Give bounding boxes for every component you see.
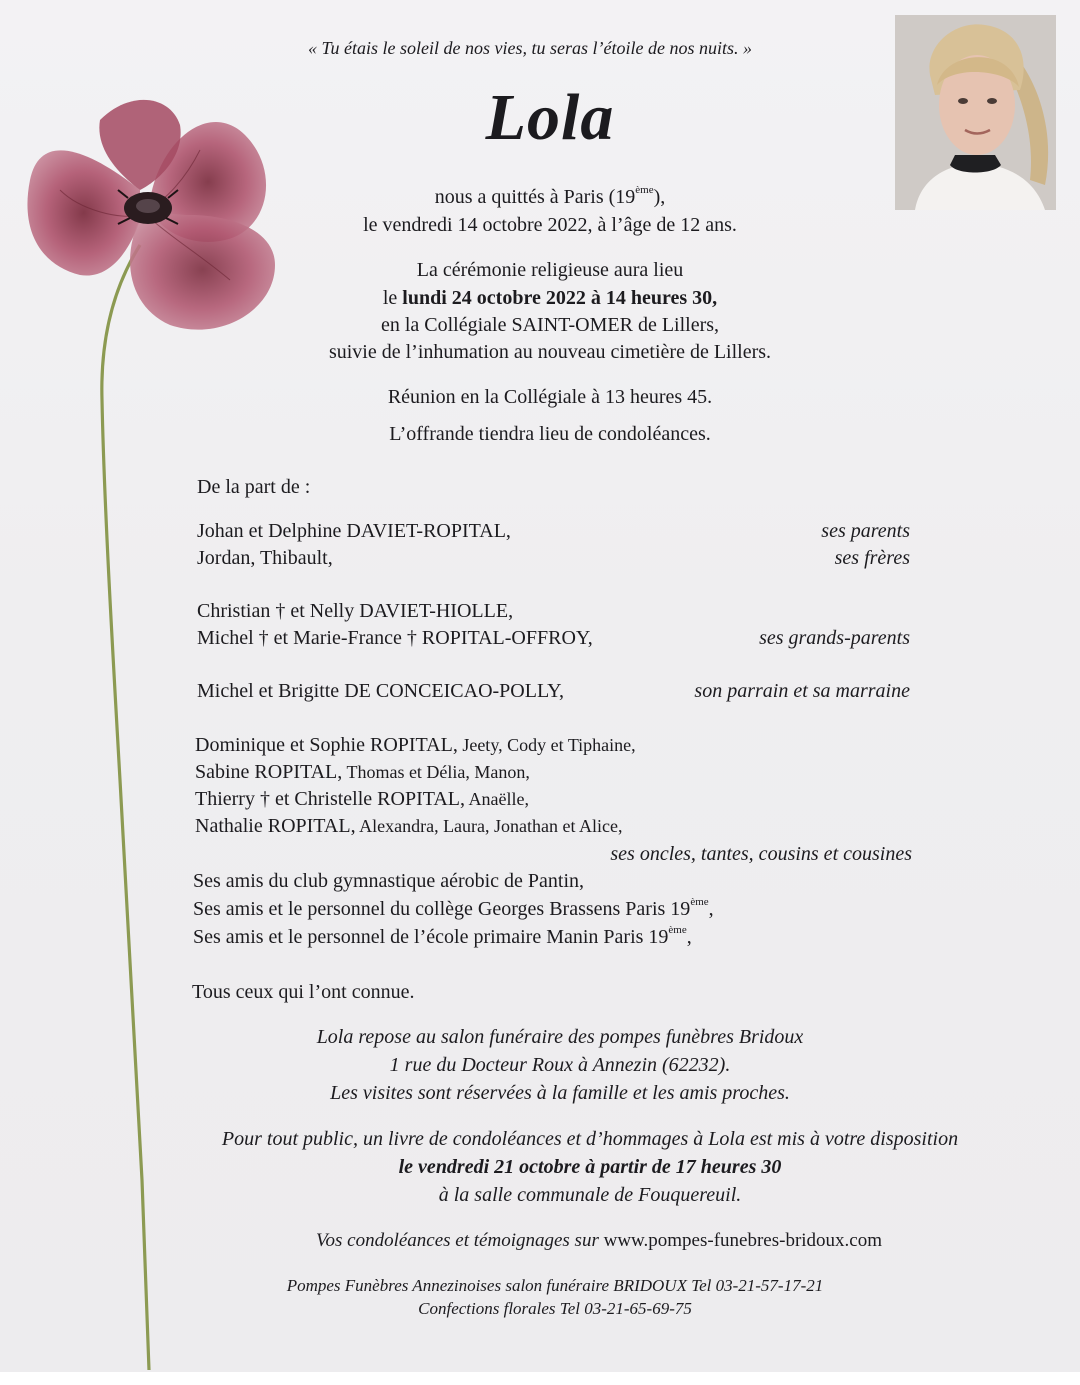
public-line-2: le vendredi 21 octobre à partir de 17 heures 30 (398, 1156, 782, 1178)
ceremony-line-3: en la Collégiale SAINT-OMER de Lillers, (380, 314, 720, 336)
brothers-role: ses frères (834, 547, 910, 569)
all-who-knew-line: Tous ceux qui l’ont connue. (192, 981, 415, 1003)
relatives-role: ses oncles, tantes, cousins et cousines (610, 843, 912, 865)
friends-line-2: Ses amis et le personnel du collège Georges Brassens Paris 19ème, (193, 896, 714, 920)
friends-line-3: Ses amis et le personnel de l’école primaire Manin Paris 19ème, (193, 924, 692, 948)
public-line-3: à la salle communale de Fouquereuil. (438, 1184, 742, 1206)
rest-line-3: Les visites sont réservées à la famille et les amis proches. (330, 1082, 790, 1104)
footer-line-1: Pompes Funèbres Annezinoises salon funéraire BRIDOUX Tel 03-21-57-17-21 (286, 1276, 824, 1295)
deceased-name: Lola (485, 81, 615, 154)
rest-line-1: Lola repose au salon funéraire des pompes funèbres Bridoux (316, 1026, 804, 1048)
reunion-text: Réunion en la Collégiale à 13 heures 45. (387, 386, 713, 408)
public-line-1: Pour tout public, un livre de condoléances et d’hommages à Lola est mis à votre disposition (221, 1128, 959, 1150)
footer-line-2: Confections florales Tel 03-21-65-69-75 (418, 1299, 692, 1318)
ceremony-line-1: La cérémonie religieuse aura lieu (416, 259, 684, 281)
epitaph-quote: « Tu étais le soleil de nos vies, tu seras l’étoile de nos nuits. » (308, 38, 752, 58)
relatives-line-4: Nathalie ROPITAL, Alexandra, Laura, Jonathan et Alice, (195, 815, 623, 837)
godparents-line: Michel et Brigitte DE CONCEICAO-POLLY, (197, 680, 565, 702)
online-condolences: Vos condoléances et témoignages sur www.pompes-funebres-bridoux.com (316, 1230, 883, 1251)
friends-line-1: Ses amis du club gymnastique aérobic de Pantin, (193, 870, 585, 892)
relatives-line-2: Sabine ROPITAL, Thomas et Délia, Manon, (195, 761, 530, 783)
grandparents-role: ses grands-parents (759, 627, 910, 649)
from-label: De la part de : (197, 476, 311, 498)
godparents-role: son parrain et sa marraine (694, 680, 910, 702)
offering-text: L’offrande tiendra lieu de condoléances. (389, 423, 711, 445)
relatives-line-3: Thierry † et Christelle ROPITAL, Anaëlle, (195, 788, 529, 810)
relatives-line-1: Dominique et Sophie ROPITAL, Jeety, Cody et Tiphaine, (195, 734, 636, 756)
grandparents-line-2: Michel † et Marie-France † ROPITAL-OFFROY, (197, 627, 593, 649)
death-line-2: le vendredi 14 octobre 2022, à l’âge de 12 ans. (363, 214, 737, 236)
ceremony-line-2: le lundi 24 octobre 2022 à 14 heures 30, (382, 287, 718, 309)
rest-line-2: 1 rue du Docteur Roux à Annezin (62232). (389, 1054, 731, 1076)
poppy-flower-illustration (0, 80, 300, 1375)
brothers-line: Jordan, Thibault, (197, 547, 333, 569)
parents-line: Johan et Delphine DAVIET-ROPITAL, (197, 520, 511, 542)
parents-role: ses parents (821, 520, 910, 542)
ceremony-line-4: suivie de l’inhumation au nouveau cimetière de Lillers. (328, 341, 772, 363)
website-link[interactable]: www.pompes-funebres-bridoux.com (603, 1230, 883, 1251)
grandparents-line-1: Christian † et Nelly DAVIET-HIOLLE, (197, 600, 514, 622)
death-line-1: nous a quittés à Paris (19ème), (434, 184, 666, 208)
